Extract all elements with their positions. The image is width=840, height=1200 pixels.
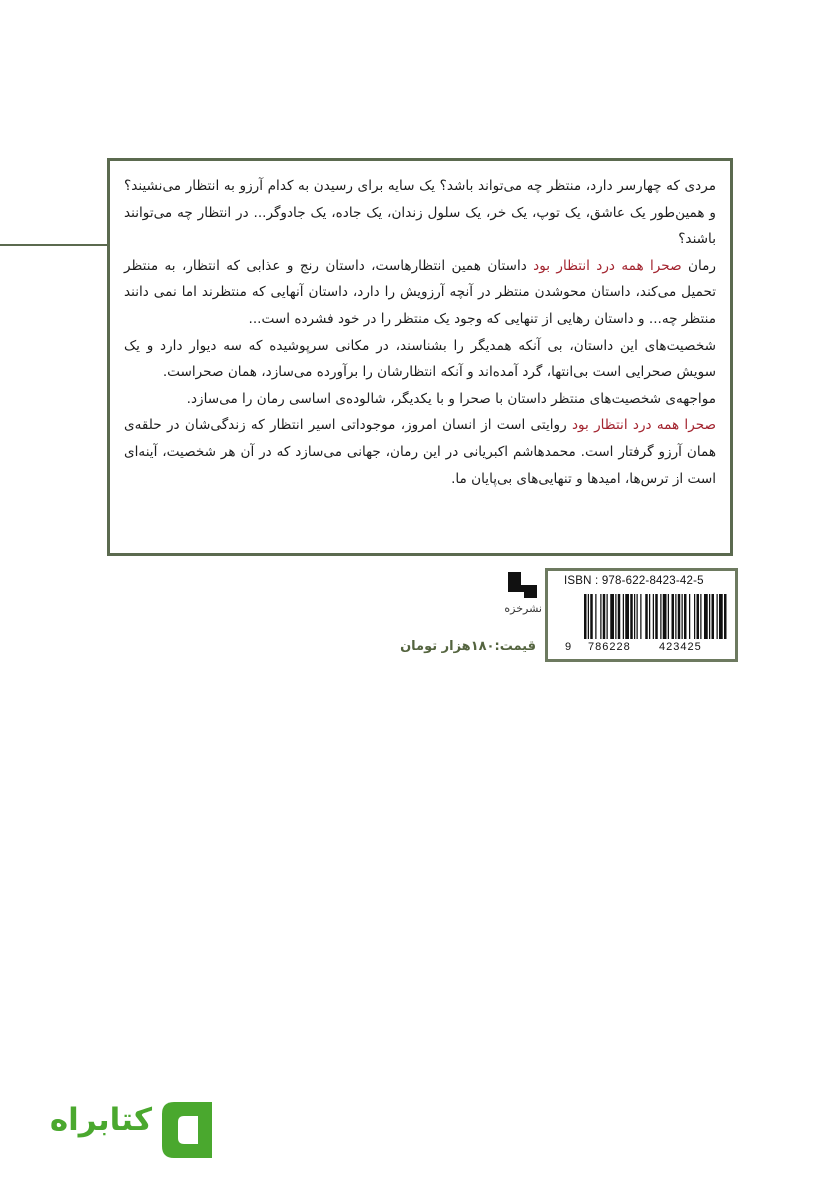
blurb-frame xyxy=(107,158,733,556)
barcode-graphic xyxy=(584,594,727,639)
blurb-paragraph-5-rest: روایتی است از انسان امروز، موجوداتی اسیر انتظار که زندگی‌شان در حلقه‌ی همان آرزو گرفتار است. محمدهاشم اکبریانی در این رمان، جهانی می‌سازد که در آن هر شخصیت، آینه‌ای است از ترس‌ها، امیدها و تنهایی‌های بی‌پایان ما. xyxy=(124,417,716,487)
blurb-lead-word: رمان xyxy=(688,257,716,274)
blurb-paragraph-1: مردی که چهارسر دارد، منتظر چه می‌تواند باشد؟ یک سایه برای رسیدن به کدام آرزو به انتظار می‌نشیند؟ و همین‌طور یک عاشق، یک توپ، یک خر، یک سلول زندان، یک جاده، یک جادوگر... در انتظار چه می‌توانند باشند؟ xyxy=(124,178,716,248)
publisher-name: نشرخزه xyxy=(504,602,542,615)
isbn-label: ISBN : 978-622-8423-42-5 xyxy=(564,575,704,587)
ketabrah-wordmark: کتابراه xyxy=(49,1102,152,1138)
blurb-paragraph-2 xyxy=(124,253,716,333)
book-title-highlight-2: صحرا همه درد انتظار بود xyxy=(571,417,717,434)
ketabrah-book-icon xyxy=(156,1100,218,1160)
book-title-highlight: صحرا همه درد انتظار بود xyxy=(533,257,682,274)
price-label: قیمت:۱۸۰هزار تومان xyxy=(400,639,536,654)
blurb-paragraph-3: شخصیت‌های این داستان، بی آنکه همدیگر را بشناسند، در مکانی سرپوشیده که سه دیوار دارد و یک سویش صحرایی است بی‌انتها، گرد آمده‌اند و آنکه انتظارشان را برآورده می‌سازد، همان صحراست. xyxy=(124,337,716,381)
blurb-paragraph-2-rest: داستان همین انتظارهاست، داستان رنج و عذابی که انتظار، به منتظر تحمیل می‌کند، داستان محوشدن منتظر در آنچه آرزویش را دارد، داستان آنهایی که منتظرند اما نمی دانند منتظر چه... و داستان رهایی از تنهایی که وجود یک منتظر را در خود فشرده است... xyxy=(124,257,716,327)
publisher-logo-icon xyxy=(506,570,540,600)
ketabrah-logo xyxy=(40,1100,220,1160)
publisher-block xyxy=(488,568,544,634)
barcode-digits-right: 423425 xyxy=(659,641,702,653)
blurb-text xyxy=(124,173,716,492)
isbn-box xyxy=(545,568,738,662)
barcode-digits-left: 786228 xyxy=(588,641,631,653)
blurb-paragraph-5 xyxy=(124,412,716,492)
side-rule xyxy=(0,244,108,246)
barcode-digit-first: 9 xyxy=(565,641,572,653)
blurb-paragraph-4: مواجهه‌ی شخصیت‌های منتظر داستان با صحرا و با یکدیگر، شالوده‌ی اساسی رمان را می‌سازد. xyxy=(186,390,716,407)
